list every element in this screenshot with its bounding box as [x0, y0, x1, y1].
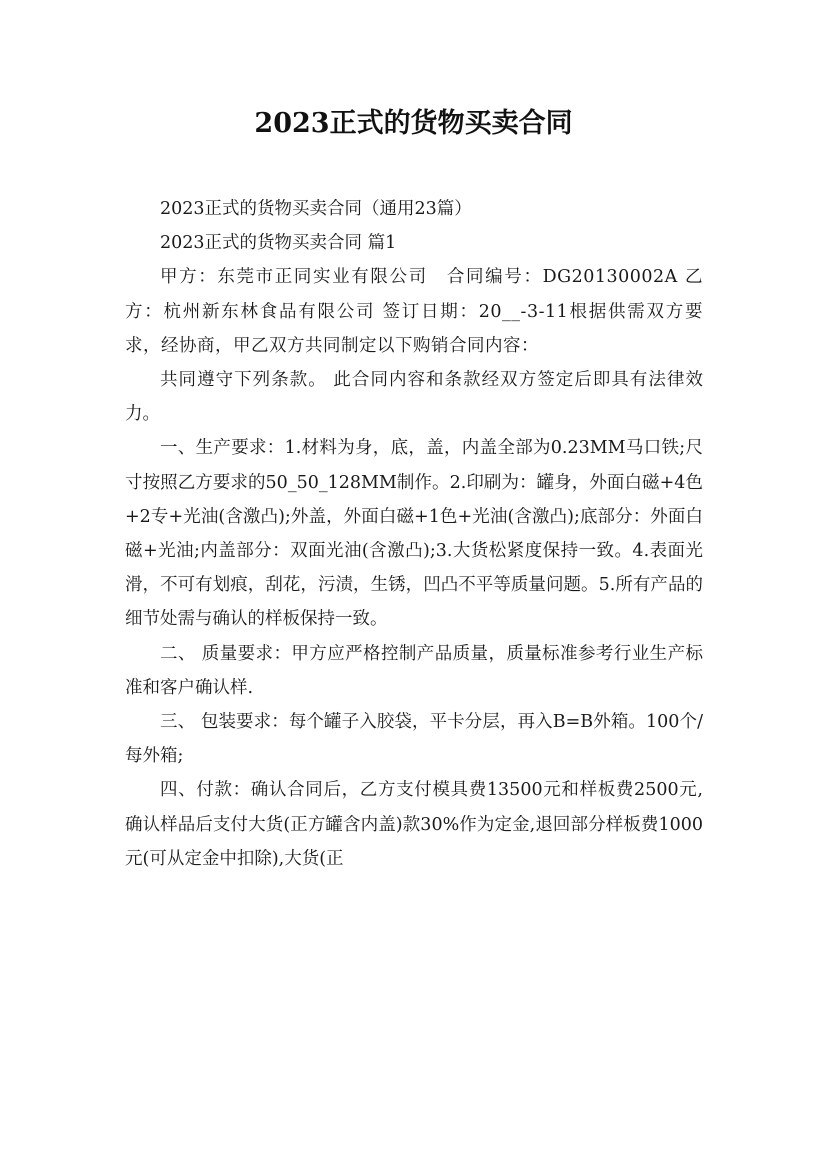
paragraph-packaging-requirements: 三、 包装要求：每个罐子入胶袋，平卡分层，再入B=B外箱。100个/每外箱; — [125, 712, 703, 767]
paragraph-terms: 共同遵守下列条款。 此合同内容和条款经双方签定后即具有法律效力。 — [125, 370, 703, 425]
paragraph-payment: 四、付款：确认合同后，乙方支付模具费13500元和样板费2500元,确认样品后支付大货(正方罐含内盖)款30%作为定金,退回部分样板费1000元(可从定金中扣除),大货(正 — [125, 780, 703, 869]
paragraph-section-heading: 2023正式的货物买卖合同 篇1 — [160, 233, 397, 254]
document-body — [125, 192, 703, 876]
paragraph-parties: 甲方：东莞市正同实业有限公司 合同编号：DG20130002A 乙方：杭州新东林食品有限公司 签订日期：20__-3-11根据供需双方要求，经协商，甲乙双方共同制定以下购销合同内容： — [125, 267, 703, 356]
paragraph-production-requirements: 一、生产要求：1.材料为身，底，盖，内盖全部为0.23MM马口铁;尺寸按照乙方要求的50_50_128MM制作。2.印刷为：罐身，外面白磁+4色+2专+光油(含激凸);外盖，外面白磁+1色+光油(含激凸);底部分：外面白磁+光油;内盖部分：双面光油(含激凸);3.大货松紧度保持一致。4.表面光滑，不可有划痕，刮花，污渍，生锈，凹凸不平等质量问题。5.所有产品的细节处需与确认的样板保持一致。 — [125, 438, 703, 630]
document-title: 2023正式的货物买卖合同 — [254, 108, 573, 139]
paragraph-subtitle: 2023正式的货物买卖合同（通用23篇） — [160, 199, 472, 219]
paragraph-quality-requirements: 二、 质量要求：甲方应严格控制产品质量，质量标准参考行业生产标准和客户确认样. — [125, 643, 703, 698]
